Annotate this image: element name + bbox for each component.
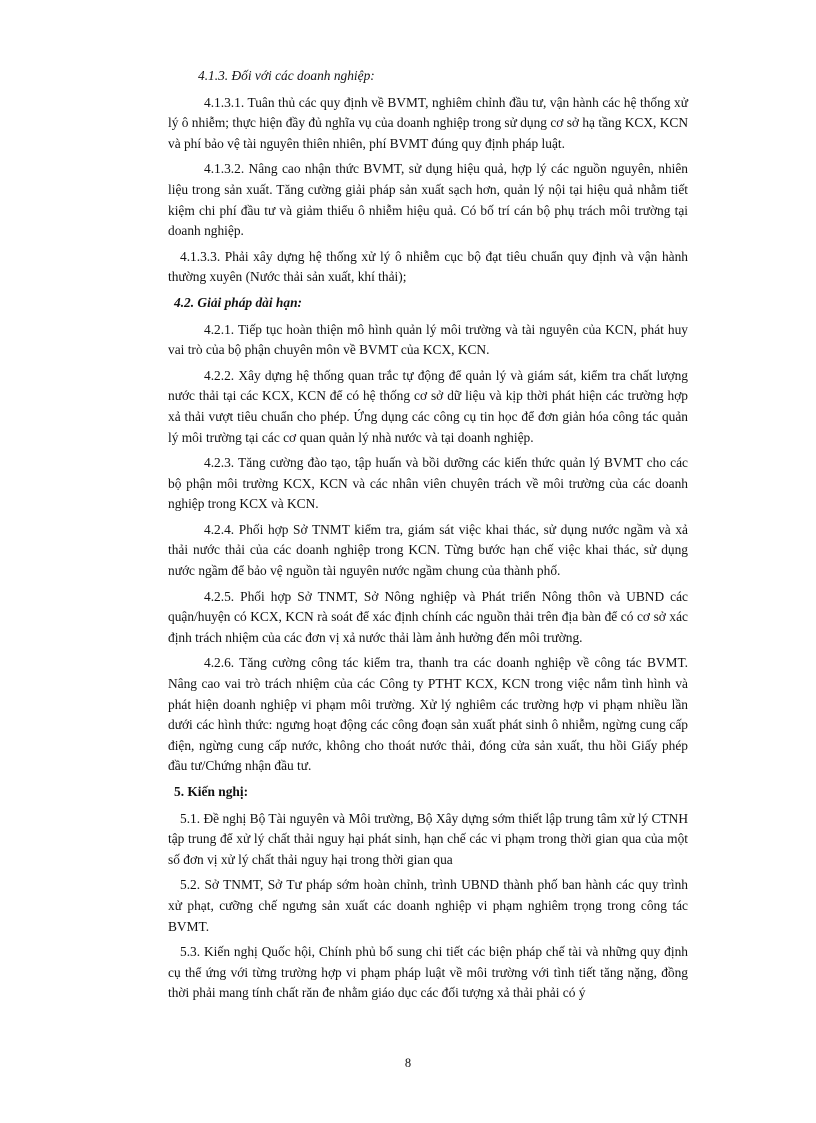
paragraph-4-1-3-1: 4.1.3.1. Tuân thủ các quy định về BVMT, nghiêm chỉnh đầu tư, vận hành các hệ thống xử lý ô nhiễm; thực hiện đầy đủ nghĩa vụ của doanh nghiệp trong sử dụng cơ sở hạ tầng KCX, KCN và phí bảo vệ tài nguyên thiên nhiên, phí BVMT đúng quy định pháp luật. xyxy=(168,94,688,151)
page-number: 8 xyxy=(404,1056,412,1070)
section-5-heading: 5. Kiến nghị: xyxy=(174,784,249,799)
paragraph-4-2-4: 4.2.4. Phối hợp Sở TNMT kiểm tra, giám sát việc khai thác, sử dụng nước ngầm và xả thải nước thải của các doanh nghiệp trong KCN. Từng bước hạn chế việc khai thác, sử dụng nước ngầm để bảo vệ nguồn tài nguyên nước ngầm chung của thành phố. xyxy=(168,521,688,579)
section-4-1-3-heading: 4.1.3. Đối với các doanh nghiệp: xyxy=(198,68,375,83)
paragraph-5-3: 5.3. Kiến nghị Quốc hội, Chính phủ bổ sung chi tiết các biện pháp chế tài và những quy định cụ thể ứng với từng trường hợp vi phạm pháp luật về môi trường với tình tiết tăng nặng, đồng thời phải mang tính chất răn đe nhằm giáo dục các đối tượng xả thải phải có ý xyxy=(168,944,688,1001)
paragraph-4-2-1: 4.2.1. Tiếp tục hoàn thiện mô hình quản lý môi trường và tài nguyên của KCN, phát huy vai trò của bộ phận chuyên môn về BVMT của KCX, KCN. xyxy=(168,321,688,358)
section-4-2-heading: 4.2. Giải pháp dài hạn: xyxy=(174,294,302,310)
paragraph-4-1-3-2: 4.1.3.2. Nâng cao nhận thức BVMT, sử dụng hiệu quả, hợp lý các nguồn nguyên, nhiên liệu trong sản xuất. Tăng cường giải pháp sản xuất sạch hơn, quản lý nội tại hiệu quả nhằm tiết kiệm chi phí đầu tư và giảm thiểu ô nhiễm hiệu quả. Có bố trí cán bộ phụ trách môi trường tại doanh nghiệp. xyxy=(168,161,688,239)
paragraph-4-2-2: 4.2.2. Xây dựng hệ thống quan trắc tự động để quản lý và giám sát, kiểm tra chất lượng nước thải tại các KCX, KCN để có hệ thống cơ sở dữ liệu và kịp thời phát hiện các trường hợp xả thải vượt tiêu chuẩn cho phép. Ứng dụng các công cụ tin học để đơn giản hóa công tác quản lý môi trường tại các cơ quan quản lý nhà nước và tại doanh nghiệp. xyxy=(168,367,688,445)
page-content xyxy=(168,66,688,1009)
paragraph-5-2: 5.2. Sở TNMT, Sở Tư pháp sớm hoàn chỉnh, trình UBND thành phố ban hành các quy trình xử phạt, cưỡng chế ngưng sản xuất các doanh nghiệp vi phạm nghiêm trọng trong công tác BVMT. xyxy=(168,877,688,934)
paragraph-4-2-6: 4.2.6. Tăng cường công tác kiểm tra, thanh tra các doanh nghiệp về công tác BVMT. Nâng cao vai trò trách nhiệm của các Công ty PTHT KCX, KCN trong việc nắm tình hình và phát hiện doanh nghiệp vi phạm môi trường. Xử lý nghiêm các trường hợp vi phạm nhiều lần dưới các hình thức: ngưng hoạt động các công đoạn sản xuất phát sinh ô nhiễm, ngừng cung cấp điện, ngừng cung cấp nước, không cho thoát nước thải, đóng cửa sản xuất, thu hồi Giấy phép đầu tư/Chứng nhận đầu tư. xyxy=(168,655,688,774)
paragraph-5-1: 5.1. Đề nghị Bộ Tài nguyên và Môi trường, Bộ Xây dựng sớm thiết lập trung tâm xử lý CTNH tập trung để xử lý chất thải nguy hại phát sinh, hạn chế các vi phạm trong thời gian qua của một số đơn vị xử lý chất thải nguy hại trong thời gian qua xyxy=(168,810,688,867)
paragraph-4-2-5: 4.2.5. Phối hợp Sở TNMT, Sở Nông nghiệp và Phát triển Nông thôn và UBND các quận/huyện có KCX, KCN rà soát để xác định chính các nguồn thải trên địa bàn để có cơ sở xác định trách nhiệm của các đơn vị xả nước thải làm ảnh hưởng đến môi trường. xyxy=(168,588,688,645)
paragraph-4-2-3: 4.2.3. Tăng cường đào tạo, tập huấn và bồi dưỡng các kiến thức quản lý BVMT cho các bộ phận môi trường KCX, KCN và các nhân viên chuyên trách về môi trường của các doanh nghiệp trong KCX và KCN. xyxy=(168,455,688,512)
paragraph-4-1-3-3: 4.1.3.3. Phải xây dựng hệ thống xử lý ô nhiễm cục bộ đạt tiêu chuẩn quy định và vận hành thường xuyên (Nước thải sản xuất, khí thải); xyxy=(168,248,688,285)
